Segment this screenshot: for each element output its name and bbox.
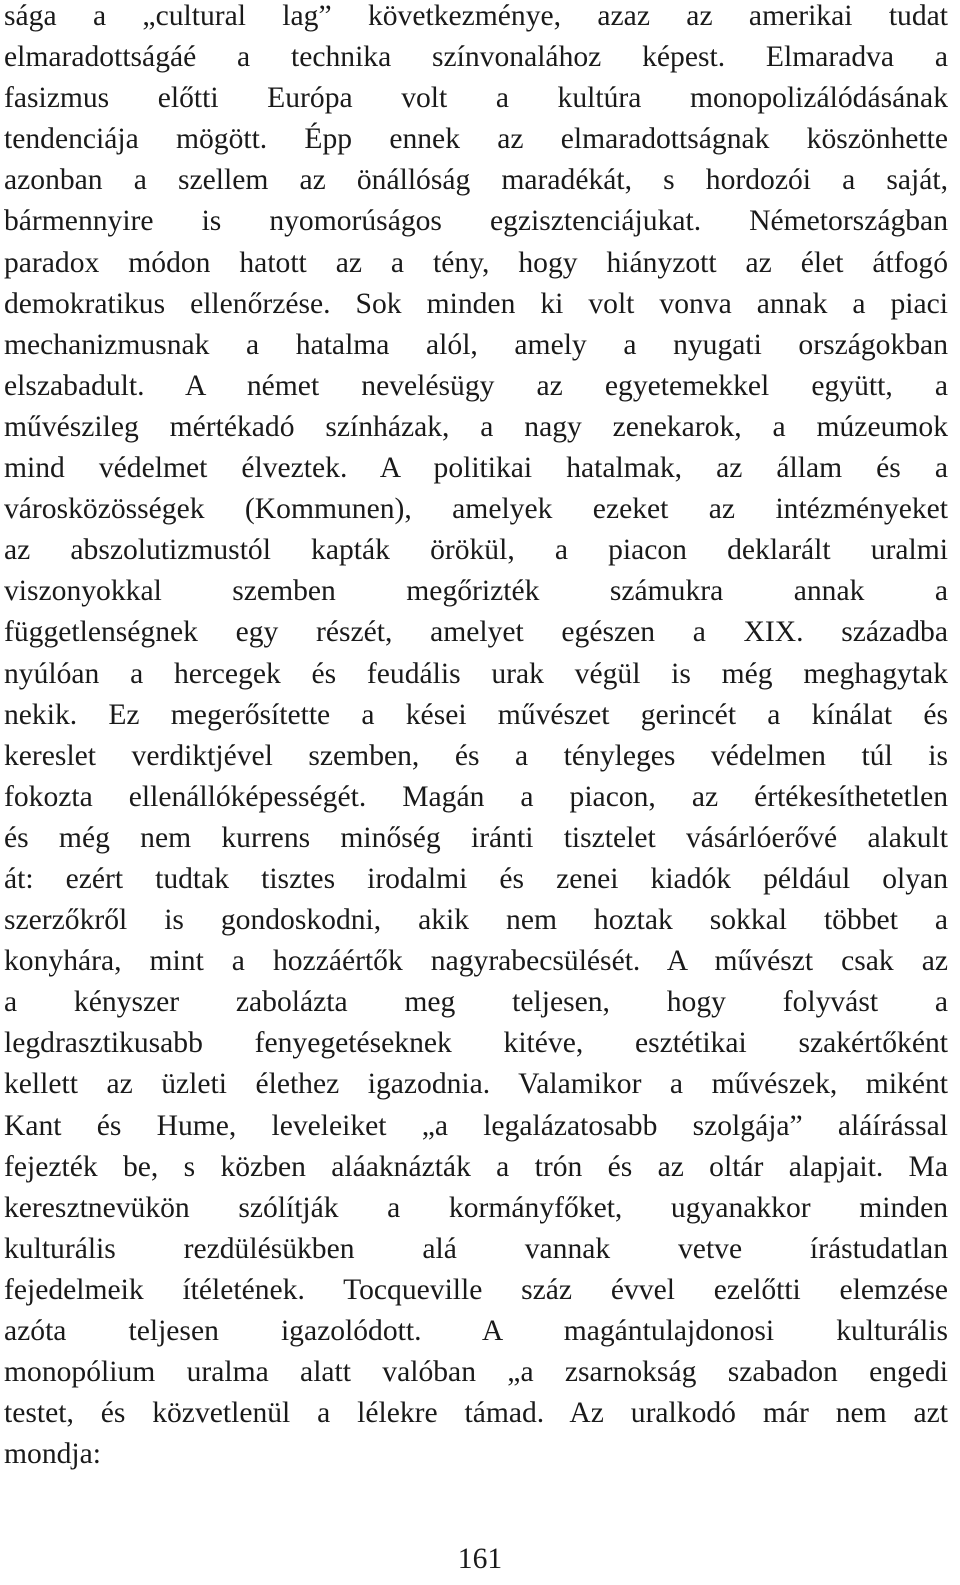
page-number: 161 (457, 1543, 503, 1575)
text-line: művészileg mértékadó színházak, a nagy zenekarok, a múzeumok (4, 410, 948, 443)
text-line: és még nem kurrens minőség iránti tisztelet vásárlóerővé alakult (4, 821, 948, 854)
text-line: viszonyokkal szemben megőrizték számukra annak a (4, 575, 948, 608)
text-line: bármennyire is nyomorúságos egzisztenciájukat. Németországban (4, 205, 948, 238)
text-line: demokratikus ellenőrzése. Sok minden ki volt vonva annak a piaci (4, 287, 948, 320)
text-line: mind védelmet élveztek. A politikai hatalmak, az állam és a (4, 452, 948, 485)
body-text (4, 0, 948, 1475)
text-line: mechanizmusnak a hatalma alól, amely a nyugati országokban (4, 328, 948, 361)
text-line: nekik. Ez megerősítette a kései művészet gerincét a kínálat és (4, 698, 948, 731)
text-line: a kényszer zabolázta meg teljesen, hogy folyvást a (4, 986, 948, 1019)
text-line: legdrasztikusabb fenyegetéseknek kitéve, esztétikai szakértőként (4, 1027, 948, 1060)
text-line: fejedelmeik ítéletének. Tocqueville száz évvel ezelőtti elemzése (4, 1273, 948, 1306)
text-line: fejezték be, s közben aláaknázták a trón és az oltár alapjait. Ma (4, 1150, 948, 1183)
text-line: kulturális rezdülésükben alá vannak vetve írástudatlan (4, 1232, 948, 1265)
text-line: keresztnevükön szólítják a kormányfőket, ugyanakkor minden (4, 1191, 948, 1224)
text-line: tendenciája mögött. Épp ennek az elmaradottságnak köszönhette (4, 123, 948, 156)
text-line: városközösségek (Kommunen), amelyek ezeket az intézményeket (4, 493, 948, 526)
text-line: kereslet verdiktjével szemben, és a tényleges védelmen túl is (4, 739, 948, 772)
text-line: Kant és Hume, leveleiket „a legalázatosabb szolgája” aláírással (4, 1109, 948, 1142)
text-line: sága a „cultural lag” következménye, azaz az amerikai tudat (4, 0, 948, 32)
text-line: paradox módon hatott az a tény, hogy hiányzott az élet átfogó (4, 246, 948, 279)
text-line: azóta teljesen igazolódott. A magántulajdonosi kulturális (4, 1315, 948, 1347)
text-line: testet, és közvetlenül a lélekre támad. Az uralkodó már nem azt (4, 1397, 948, 1430)
text-line: nyúlóan a hercegek és feudális urak végül is még meghagytak (4, 657, 948, 690)
text-line: konyhára, mint a hozzáértők nagyrabecsülését. A művészt csak az (4, 945, 948, 978)
text-line: azonban a szellem az önállóság maradékát, s hordozói a saját, (4, 164, 948, 197)
text-line: fokozta ellenállóképességét. Magán a piacon, az értékesíthetetlen (4, 780, 948, 813)
text-line: át: ezért tudtak tisztes irodalmi és zenei kiadók például olyan (4, 862, 948, 895)
text-line: az abszolutizmustól kapták örökül, a piacon deklarált uralmi (4, 534, 948, 567)
text-line: kellett az üzleti élethez igazodnia. Valamikor a művészek, miként (4, 1068, 948, 1101)
text-line: elszabadult. A német nevelésügy az egyetemekkel együtt, a (4, 369, 948, 402)
text-line: fasizmus előtti Európa volt a kultúra monopolizálódásának (4, 82, 948, 115)
text-line: szerzőkről is gondoskodni, akik nem hoztak sokkal többet a (4, 904, 948, 937)
text-line: függetlenségnek egy részét, amelyet egészen a XIX. századba (4, 616, 948, 649)
text-line: monopólium uralma alatt valóban „a zsarnokság szabadon engedi (4, 1356, 948, 1389)
text-line: elmaradottságáé a technika színvonalához képest. Elmaradva a (4, 41, 948, 74)
text-line: mondja: (4, 1438, 101, 1471)
